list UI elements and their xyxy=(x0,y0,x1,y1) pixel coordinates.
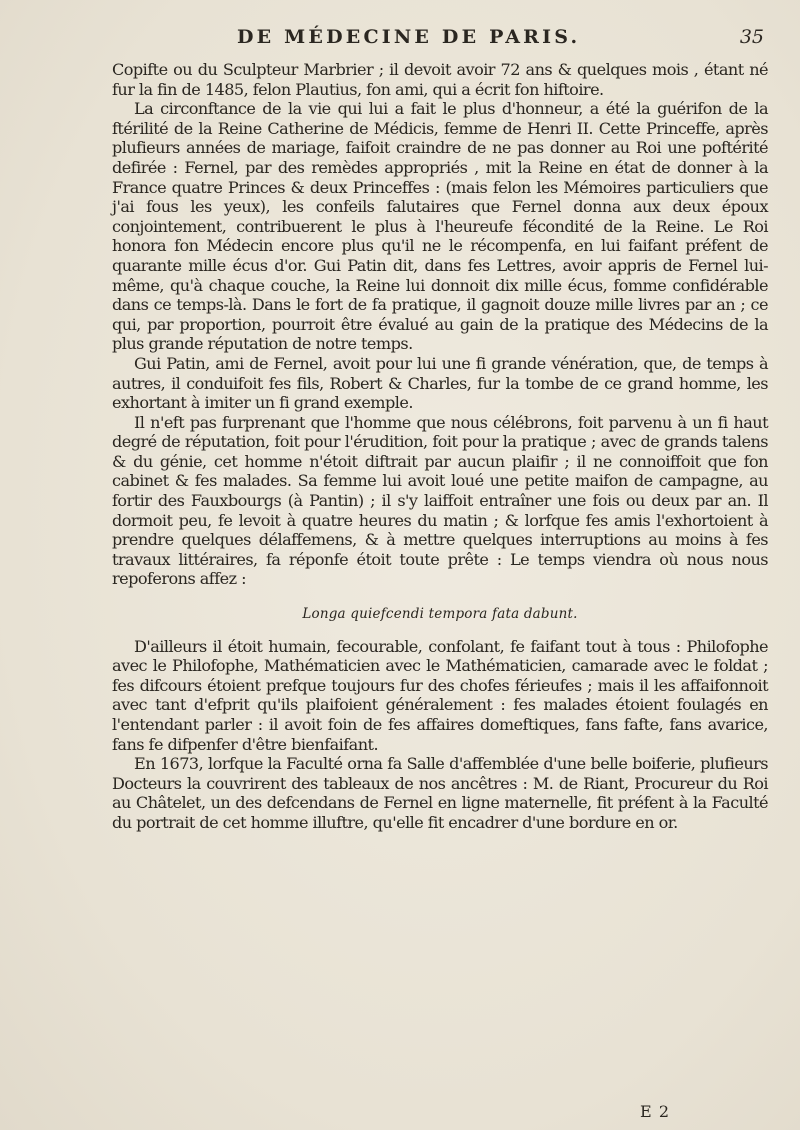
running-title: DE MÉDECINE DE PARIS. xyxy=(237,26,581,48)
paragraph-3: Gui Patin, ami de Fernel, avoit pour lui une fi grande vénération, que, de temps à autres, il conduifoit fes fils, Robert & Charles, fur la tombe de ce grand homme, les exhortant à imiter un fi grand exemple. xyxy=(112,353,768,413)
signature-mark: E 2 xyxy=(640,1102,670,1121)
paragraph-6: En 1673, lorfque la Faculté orna fa Salle d'affemblée d'une belle boiferie, plufieurs Docteurs la couvrirent des tableaux de nos ancêtres : M. de Riant, Procureur du Roi au Châtelet, un des defcendans de Fernel en ligne maternelle, fit préfent à la Faculté du portrait de cet homme illuftre, qu'elle fit encadrer d'une bordure en or. xyxy=(112,754,768,832)
paragraph-2: La circonftance de la vie qui lui a fait le plus d'honneur, a été la guérifon de la ftérilité de la Reine Catherine de Médicis, femme de Henri II. Cette Princeffe, après plufieurs années de mariage, faifoit craindre de ne pas donner au Roi une poftérité defirée : Fernel, par des remèdes appropriés , mit la Reine en état de donner à la France quatre Princes & deux Princeffes : (mais felon les Mémoires particuliers que j'ai fous les yeux), les confeils falutaires que Fernel donna aux deux époux conjointement, contribuerent le plus à l'heureufe fécondité de la Reine. Le Roi honora fon Médecin encore plus qu'il ne le récompenfa, en lui faifant préfent de quarante mille écus d'or. Gui Patin dit, dans fes Lettres, avoir appris de Fernel lui-même, qu'à chaque couche, la Reine lui donnoit dix mille écus, fomme confidérable dans ce temps-là. Dans le fort de fa pratique, il gagnoit douze mille livres par an ; ce qui, par proportion, pourroit être évalué au gain de la pratique des Médecins de la plus grande réputation de notre temps. xyxy=(112,99,768,354)
paragraph-5: D'ailleurs il étoit humain, fecourable, confolant, fe faifant tout à tous : Philofophe avec le Philofophe, Mathématicien avec le Mathématicien, camarade avec le foldat ; fes difcours étoient prefque toujours fur des chofes férieufes ; mais il les affaifonnoit avec tant d'efprit qu'ils plaifoient généralement : fes malades étoient foulagés en l'entendant parler : il avoit foin de fes affaires domeftiques, fans fafte, fans avarice, fans fe difpenfer d'être bienfaifant. xyxy=(112,636,768,754)
page-number: 35 xyxy=(739,26,764,48)
latin-quote: Longa quiefcendi tempora fata dabunt. xyxy=(302,606,578,623)
running-header xyxy=(112,26,764,54)
body-text xyxy=(112,60,768,833)
paragraph-1: Copifte ou du Sculpteur Marbrier ; il devoit avoir 72 ans & quelques mois , étant né fur la fin de 1485, felon Plautius, fon ami, qui a écrit fon hiftoire. xyxy=(112,60,768,99)
paragraph-4: Il n'eft pas furprenant que l'homme que nous célébrons, foit parvenu à un fi haut degré de réputation, foit pour l'érudition, foit pour la pratique ; avec de grands talens & du génie, cet homme n'étoit diftrait par aucun plaifir ; il ne connoiffoit que fon cabinet & fes malades. Sa femme lui avoit loué une petite maifon de campagne, au fortir des Fauxbourgs (à Pantin) ; il s'y laiffoit entraîner une fois ou deux par an. Il dormoit peu, fe levoit à quatre heures du matin ; & lorfque fes amis l'exhortoient à prendre quelques délaffemens, & à mettre quelques interruptions au moins à fes travaux littéraires, fa réponfe étoit toute prête : Le temps viendra où nous nous repoferons affez : xyxy=(112,412,768,589)
